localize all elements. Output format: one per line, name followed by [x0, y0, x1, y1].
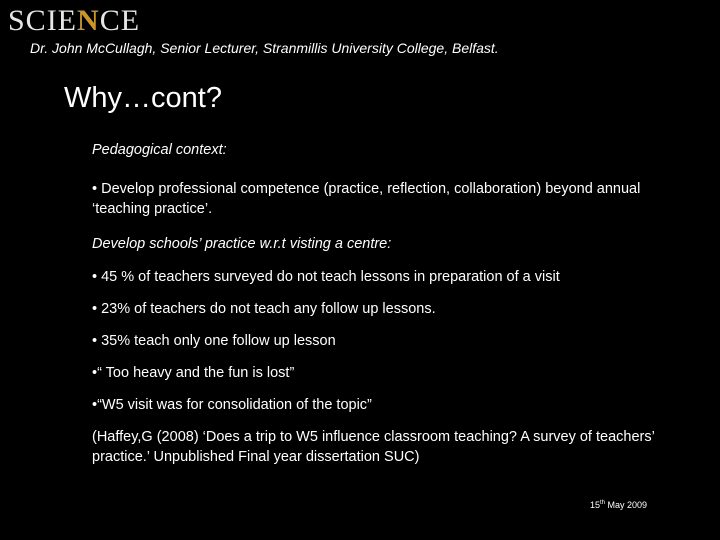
bullet-item: • 45 % of teachers surveyed do not teach lessons in preparation of a visit: [92, 269, 560, 285]
slide-content: [92, 140, 682, 467]
slide-date: [590, 500, 647, 510]
schools-heading: Develop schools’ practice w.r.t visting a centre:: [92, 236, 392, 252]
bullet-item: • 35% teach only one follow up lesson: [92, 333, 336, 349]
bullet-competence: • Develop professional competence (practice, reflection, collaboration) beyond annual ‘teaching practice’.: [92, 181, 641, 217]
bullet-item: •“W5 visit was for consolidation of the topic”: [92, 397, 372, 413]
logo-text-end: CE: [99, 4, 141, 37]
logo-text-start: SCIE: [8, 4, 78, 37]
slide-title: Why…cont?: [64, 82, 222, 114]
bullet-item: •“ Too heavy and the fun is lost”: [92, 365, 295, 381]
logo-text-highlight: N: [77, 4, 100, 37]
pedagogical-heading: Pedagogical context:: [92, 142, 227, 158]
date-suffix: th: [600, 500, 606, 506]
citation: (Haffey,G (2008) ‘Does a trip to W5 influence classroom teaching? A survey of teachers’ practice.’ Unpublished Final year dissertation SUC): [92, 429, 655, 465]
author-byline: Dr. John McCullagh, Senior Lecturer, Stranmillis University College, Belfast.: [30, 40, 499, 56]
date-day: 15: [590, 500, 601, 510]
science-logo: [8, 6, 140, 36]
bullet-item: • 23% of teachers do not teach any follow up lessons.: [92, 301, 436, 317]
date-rest: May 2009: [605, 500, 648, 510]
